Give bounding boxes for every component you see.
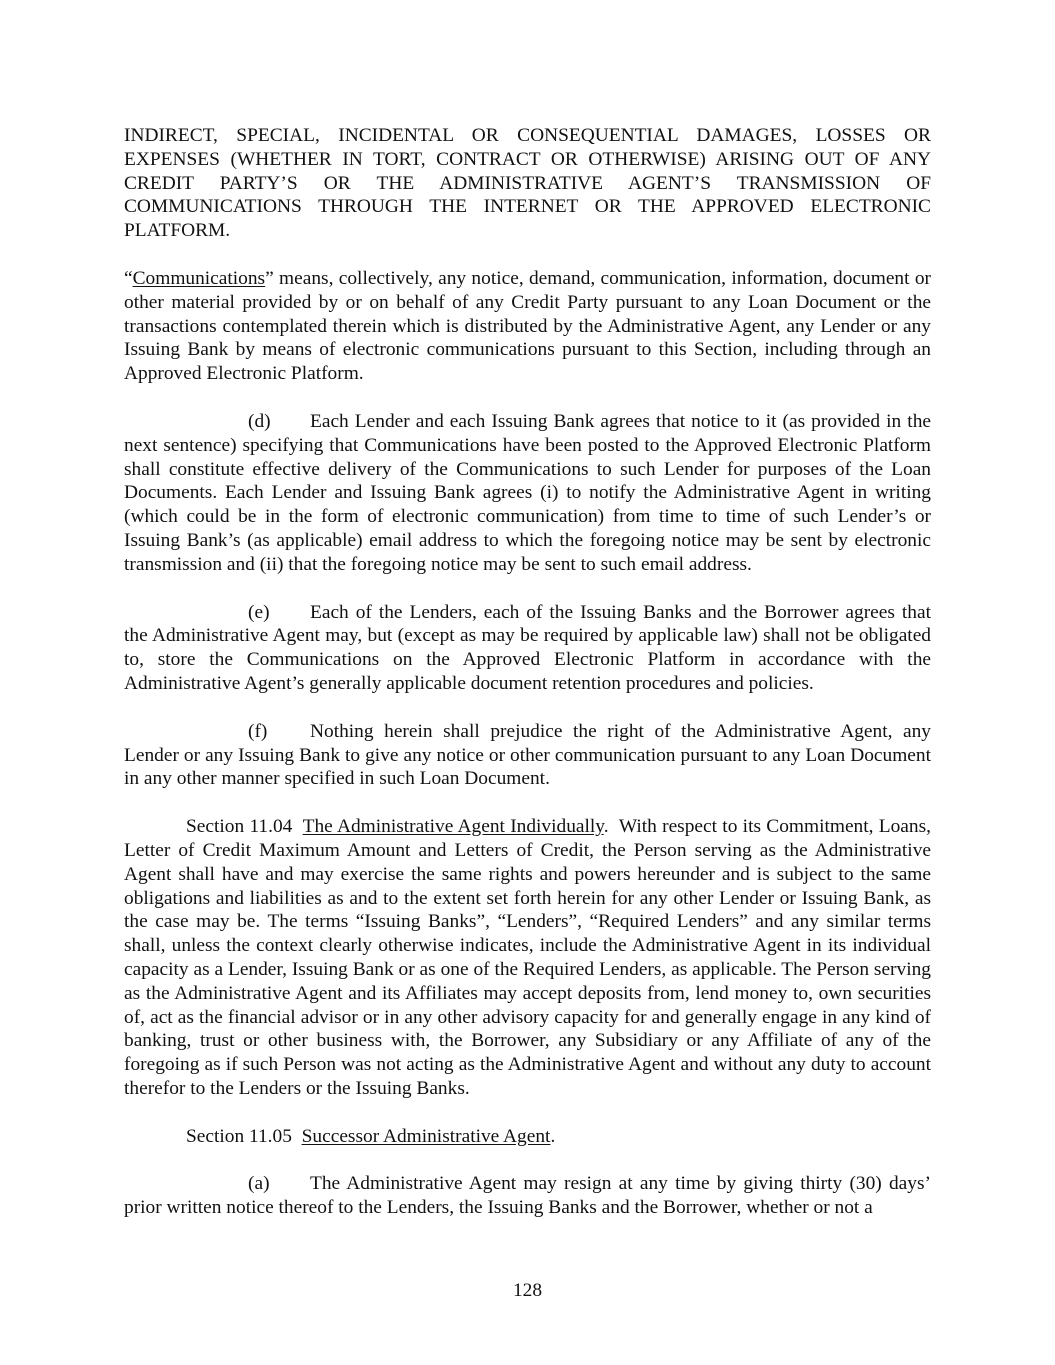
paragraph-a-text: The Administrative Agent may resign at any time by giving thirty (30) days’ prior written notice thereof to the Lenders, the Issuing Banks and the Borrower, whether or not a xyxy=(124,1173,931,1219)
section-11-04-text: With respect to its Commitment, Loans, Letter of Credit Maximum Amount and Letters of Credit, the Person serving as the Administrative Agent shall have and may exercise the same rights and powers hereunder and is subject to the same obligations and liabilities as and to the extent set forth herein for any other Lender or Issuing Bank, as the case may be. The terms “Issuing Banks”, “Lenders”, “Required Lenders” and any similar terms shall, unless the context clearly otherwise indicates, include the Administrative Agent in its individual capacity as a Lender, Issuing Bank or as one of the Required Lenders, as applicable. The Person serving as the Administrative Agent and its Affiliates may accept deposits from, lend money to, own securities of, act as the financial advisor or in any other advisory capacity for and generally engage in any kind of banking, trust or other business with, the Borrower, any Subsidiary or any Affiliate of any of the foregoing as if such Person was not acting as the Administrative Agent and without any duty to account therefor to the Lenders or the Issuing Banks. xyxy=(124,816,931,1099)
paragraph-a xyxy=(124,1172,931,1220)
communications-definition xyxy=(124,267,931,386)
section-11-05 xyxy=(124,1125,931,1149)
paragraph-e xyxy=(124,601,931,696)
page-number: 128 xyxy=(512,1280,543,1301)
paragraph-f-marker: (f) xyxy=(248,720,268,742)
section-11-04-number: Section 11.04 xyxy=(186,816,293,838)
defined-term-communications: Communications xyxy=(132,267,266,289)
paragraph-a-marker: (a) xyxy=(248,1173,270,1195)
section-11-05-number: Section 11.05 xyxy=(186,1125,292,1147)
section-11-04 xyxy=(124,815,931,1101)
section-11-04-heading-end: . xyxy=(603,816,609,838)
section-11-04-heading: The Administrative Agent Individually xyxy=(302,816,604,838)
open-quote: “ xyxy=(124,267,133,289)
paragraph-f-text: Nothing herein shall prejudice the right of the Administrative Agent, any Lender or any Issuing Bank to give any notice or other communication pursuant to any Loan Document in any other manner specified in such Loan Document. xyxy=(124,720,931,790)
paragraph-e-marker: (e) xyxy=(248,601,270,623)
section-11-05-heading: Successor Administrative Agent xyxy=(301,1125,551,1147)
section-11-05-heading-end: . xyxy=(550,1125,556,1147)
paragraph-d xyxy=(124,410,931,577)
definition-text: ” means, collectively, any notice, demand, communication, information, document or other material provided by or on behalf of any Credit Party pursuant to any Loan Document or the transactions contemplated therein which is distributed by the Administrative Agent, any Lender or any Issuing Bank by means of electronic communications pursuant to this Section, including through an Approved Electronic Platform. xyxy=(124,267,931,385)
disclaimer-paragraph: INDIRECT, SPECIAL, INCIDENTAL OR CONSEQUENTIAL DAMAGES, LOSSES OR EXPENSES (WHETHER IN TORT, CONTRACT OR OTHERWISE) ARISING OUT OF ANY CREDIT PARTY’S OR THE ADMINISTRATIVE AGENT’S TRANSMISSION OF COMMUNICATIONS THROUGH THE INTERNET OR THE APPROVED ELECTRONIC PLATFORM. xyxy=(124,125,931,242)
paragraph-d-marker: (d) xyxy=(248,410,271,432)
document-body xyxy=(124,124,931,1244)
paragraph-d-text: Each Lender and each Issuing Bank agrees that notice to it (as provided in the next sentence) specifying that Communications have been posted to the Approved Electronic Platform shall constitute effective delivery of the Communications to such Lender for purposes of the Loan Documents. Each Lender and Issuing Bank agrees (i) to notify the Administrative Agent in writing (which could be in the form of electronic communication) from time to time of such Lender’s or Issuing Bank’s (as applicable) email address to which the foregoing notice may be sent by electronic transmission and (ii) that the foregoing notice may be sent to such email address. xyxy=(124,410,931,575)
paragraph-e-text: Each of the Lenders, each of the Issuing Banks and the Borrower agrees that the Administrative Agent may, but (except as may be required by applicable law) shall not be obligated to, store the Communications on the Approved Electronic Platform in accordance with the Administrative Agent’s generally applicable document retention procedures and policies. xyxy=(124,601,931,694)
paragraph-f xyxy=(124,720,931,791)
